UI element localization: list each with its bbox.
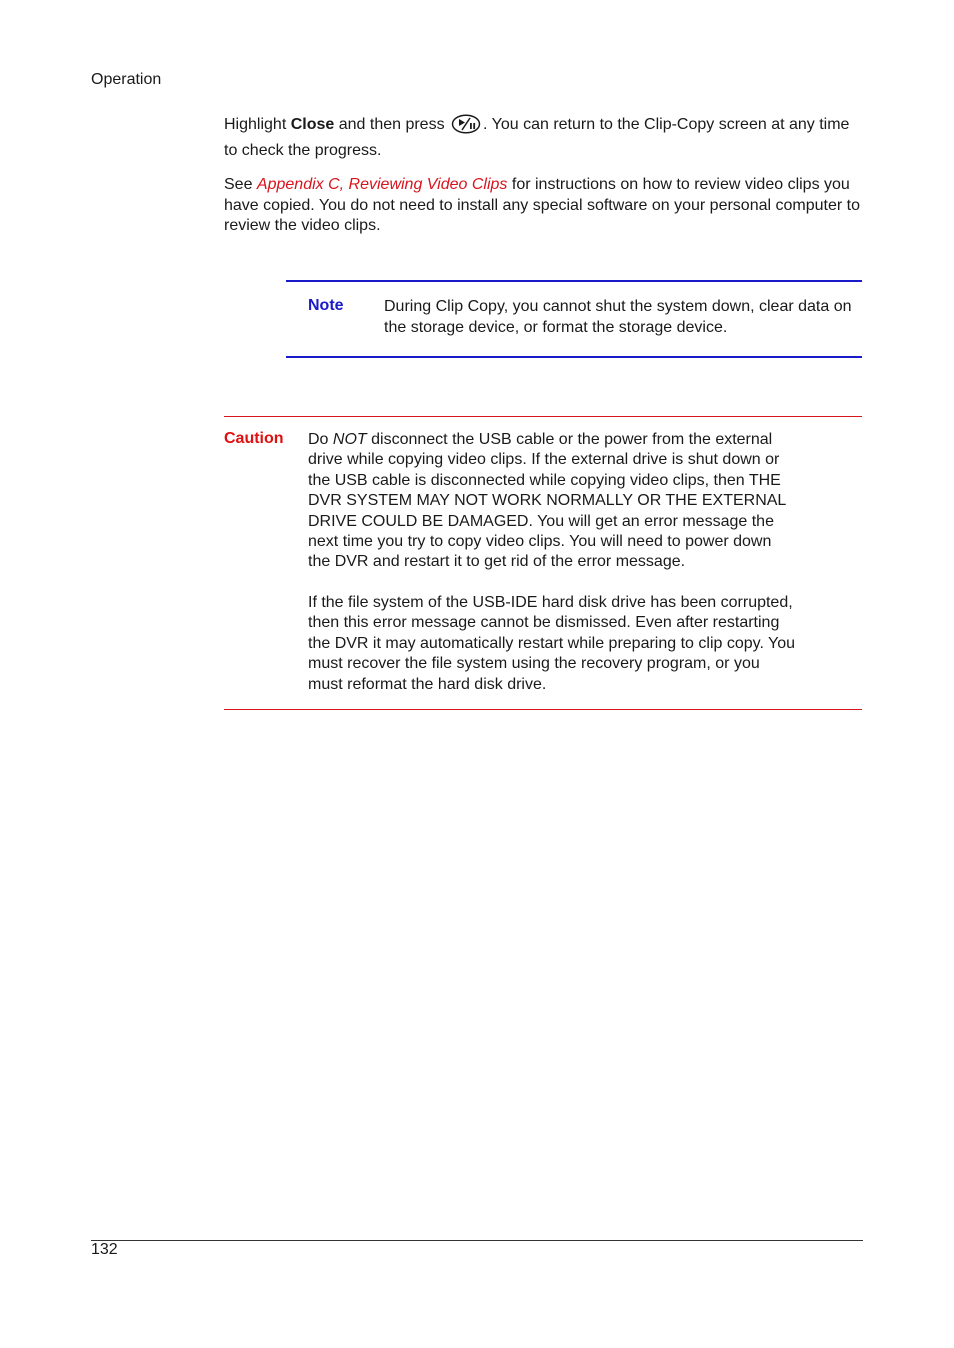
footer-rule bbox=[91, 1240, 863, 1241]
caution-text-1: Do bbox=[308, 431, 333, 448]
caution-paragraph-1 bbox=[308, 430, 798, 573]
caution-paragraph-2: If the file system of the USB-IDE hard disk drive has been corrupted, then this error message cannot be dismissed. Even after restarting the DVR it may automatically restart while preparing to clip copy. You must recover the file system using the recovery program, or you must reformat the hard disk drive. bbox=[308, 594, 796, 693]
play-pause-icon bbox=[451, 114, 481, 141]
page-number: 132 bbox=[91, 1241, 118, 1258]
intro-text-2: and then press bbox=[334, 116, 450, 133]
intro-text-4: See bbox=[224, 176, 257, 193]
appendix-link[interactable]: Appendix C, Reviewing Video Clips bbox=[256, 176, 508, 193]
intro-paragraph-appendix bbox=[224, 175, 864, 237]
note-top-rule bbox=[286, 280, 862, 282]
caution-bottom-rule bbox=[224, 709, 862, 710]
caution-text-2: disconnect the USB cable or the power from the external drive while copying video clips. If the external drive is shut down or the USB cable is disconnected while copying video clips, then THE DVR SYSTEM MAY NOT WORK NORMALLY OR THE EXTERNAL DRIVE COULD BE DAMAGED. You will get an error message the next time you try to copy video clips. You will need to power down the DVR and restart it to get rid of the error message. bbox=[308, 431, 786, 571]
intro-text-5: for instructions on how to review video clips you have copied. You do not need to install any special software on your personal computer to review the video clips. bbox=[224, 176, 860, 234]
caution-label: Caution bbox=[224, 430, 284, 447]
intro-paragraph-close bbox=[224, 114, 864, 161]
intro-text-3: . You can return to the Clip-Copy screen at any time to check the progress. bbox=[224, 116, 850, 159]
caution-not-emphasis: NOT bbox=[332, 431, 367, 448]
intro-text-1: Highlight bbox=[224, 116, 291, 133]
note-bottom-rule bbox=[286, 356, 862, 358]
running-header: Operation bbox=[91, 71, 162, 88]
caution-top-rule bbox=[224, 416, 862, 417]
note-text: During Clip Copy, you cannot shut the system down, clear data on the storage device, or format the storage device. bbox=[384, 298, 852, 336]
close-keyword: Close bbox=[290, 116, 335, 133]
note-label: Note bbox=[308, 297, 344, 314]
